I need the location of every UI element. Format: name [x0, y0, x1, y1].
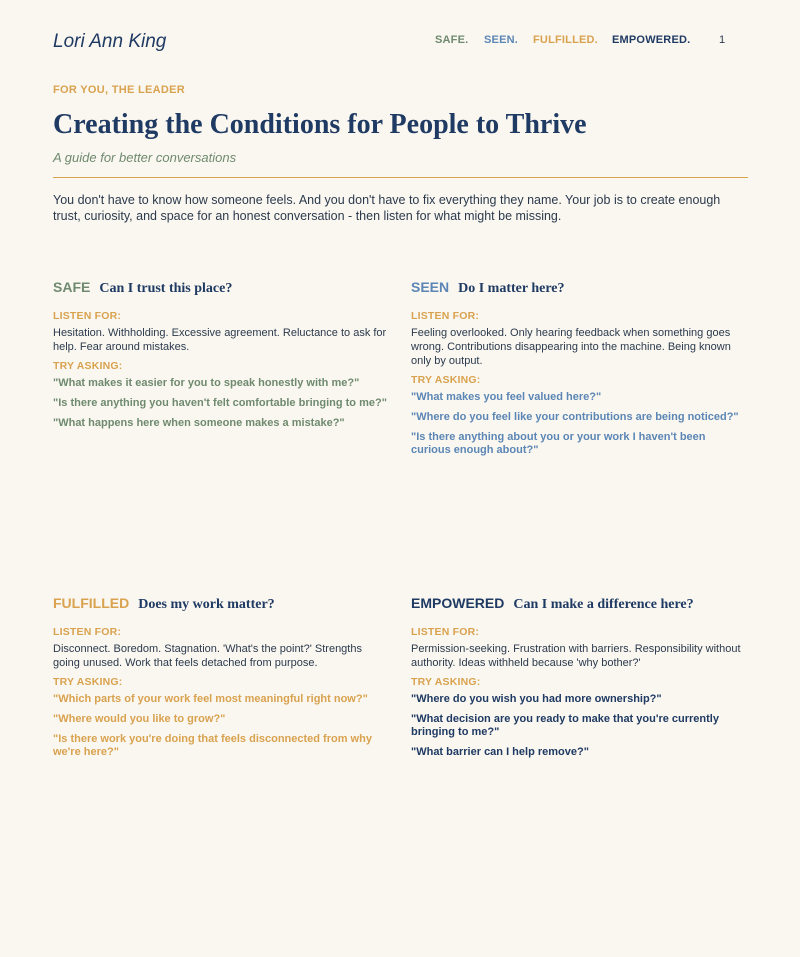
try-asking-label: TRY ASKING: [411, 374, 481, 386]
listen-for-label: LISTEN FOR: [411, 310, 480, 322]
nav-empowered: EMPOWERED. [612, 34, 691, 46]
prompt-question: "Is there anything about you or your work I haven't been curious enough about?" [411, 431, 706, 456]
nav-fulfilled: FULFILLED. [533, 34, 598, 46]
prompt-question: "Is there work you're doing that feels disconnected from why we're here?" [53, 733, 372, 758]
nav-safe: SAFE. [435, 34, 469, 46]
card-question: Can I trust this place? [99, 281, 233, 296]
author-name: Lori Ann King [53, 31, 167, 52]
divider [53, 177, 748, 178]
page-number: 1 [719, 34, 726, 46]
listen-for-label: LISTEN FOR: [53, 310, 122, 322]
card-question: Can I make a difference here? [513, 597, 694, 612]
card-safe [53, 279, 388, 437]
page-subtitle: A guide for better conversations [53, 150, 237, 165]
card-name: SEEN [411, 279, 450, 295]
card-name: SAFE [53, 279, 91, 295]
try-asking-label: TRY ASKING: [53, 360, 123, 372]
prompt-question: "Where do you wish you had more ownership?" [411, 693, 662, 705]
prompt-question: "What decision are you ready to make that you're currently bringing to me?" [411, 713, 719, 738]
prompt-question: "Which parts of your work feel most meaningful right now?" [53, 693, 368, 705]
listen-for-text: Disconnect. Boredom. Stagnation. 'What's the point?' Strengths going unused. Work that feels detached from purpose. [53, 643, 362, 669]
try-asking-label: TRY ASKING: [53, 676, 123, 688]
nav-seen: SEEN. [484, 34, 519, 46]
listen-for-label: LISTEN FOR: [411, 626, 480, 638]
page-title: Creating the Conditions for People to Thrive [53, 109, 587, 140]
card-fulfilled [53, 595, 388, 766]
prompt-question: "What makes you feel valued here?" [411, 391, 602, 403]
prompt-question: "What barrier can I help remove?" [411, 746, 589, 758]
card-seen [411, 279, 746, 464]
try-asking-label: TRY ASKING: [411, 676, 481, 688]
listen-for-label: LISTEN FOR: [53, 626, 122, 638]
card-name: FULFILLED [53, 595, 130, 611]
listen-for-text: Feeling overlooked. Only hearing feedback when something goes wrong. Contributions disappearing into the machine. Being known only by output. [411, 327, 731, 367]
prompt-question: "Where do you feel like your contributions are being noticed?" [411, 411, 739, 423]
card-question: Do I matter here? [458, 281, 565, 296]
eyebrow: FOR YOU, THE LEADER [53, 84, 186, 96]
card-name: EMPOWERED [411, 595, 505, 611]
card-question: Does my work matter? [138, 597, 275, 612]
card-empowered [411, 595, 746, 766]
listen-for-text: Hesitation. Withholding. Excessive agreement. Reluctance to ask for help. Fear around mistakes. [53, 327, 387, 353]
prompt-question: "Where would you like to grow?" [53, 713, 226, 725]
prompt-question: "What happens here when someone makes a mistake?" [53, 417, 345, 429]
listen-for-text: Permission-seeking. Frustration with barriers. Responsibility without authority. Ideas withheld because 'why bother?' [411, 643, 741, 669]
prompt-question: "Is there anything you haven't felt comfortable bringing to me?" [53, 397, 387, 409]
intro-paragraph: You don't have to know how someone feels. And you don't have to fix everything they name. Your job is to create enough trust, curiosity, and space for an honest conversation - then listen for what might be missing. [53, 193, 721, 223]
prompt-question: "What makes it easier for you to speak honestly with me?" [53, 377, 360, 389]
